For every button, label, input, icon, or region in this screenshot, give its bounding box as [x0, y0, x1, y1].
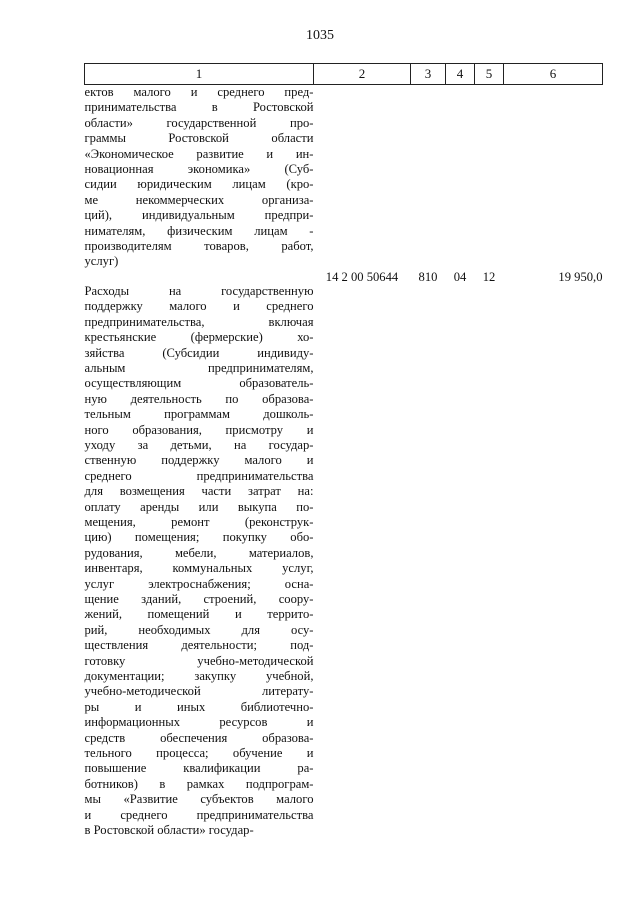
description-line: ры и иных библиотечно-	[84, 699, 314, 714]
amount-cell	[504, 85, 603, 270]
subsection-cell: 12	[482, 269, 496, 284]
column-header-1: 1	[85, 64, 314, 85]
amount-cell: 19 950,0	[558, 269, 603, 284]
description-line: тельным программам дошколь-	[84, 407, 314, 422]
description-line: услуг)	[84, 254, 119, 269]
budget-table	[84, 63, 603, 839]
page-number: 1035	[306, 28, 334, 43]
description-line: повышение квалификации ра-	[84, 761, 314, 776]
description-line: предпринимательства, включая	[84, 314, 314, 329]
description-line: области» государственной про-	[84, 115, 314, 130]
description-line: документации; закупку учебной,	[84, 669, 314, 684]
description-line: для возмещения части затрат на:	[84, 484, 314, 499]
description-line: средств обеспечения образова-	[84, 730, 314, 745]
description-line: учебно-методической литерату-	[84, 684, 314, 699]
description-line: альным предпринимателям,	[84, 360, 314, 375]
section-cell: 04	[453, 269, 467, 284]
description-line: и среднего предпринимательства	[84, 807, 314, 822]
expense-type-cell: 810	[418, 269, 438, 284]
table-row	[85, 85, 603, 270]
column-header-3: 3	[411, 64, 446, 85]
column-header-2: 2	[314, 64, 411, 85]
description-line: нимателям, физическим лицам -	[84, 223, 314, 238]
description-line: сидии юридическим лицам (кро-	[84, 177, 314, 192]
description-line: информационных ресурсов и	[84, 715, 314, 730]
description-line: рудования, мебели, материалов,	[84, 545, 314, 560]
subsection-cell	[475, 85, 504, 270]
description-line: щение зданий, строений, соору-	[84, 592, 314, 606]
description-line: рий, необходимых для осу-	[84, 622, 314, 637]
description-line: поддержку малого и среднего	[84, 299, 314, 314]
description-line: ную деятельность по образова-	[84, 391, 314, 406]
description-line: ботников) в рамках подпрограм-	[84, 776, 314, 791]
description-line: Расходы на государственную	[84, 283, 314, 298]
description-line: цию) помещения; покупку обо-	[84, 530, 314, 545]
description-line: ме некоммерческих организа-	[84, 192, 314, 207]
description-line: тельного процесса; обучение и	[84, 746, 314, 761]
description-line: «Экономическое развитие и ин-	[84, 146, 314, 161]
target-code-cell: 14 2 00 50644	[325, 269, 399, 284]
description-line: зяйства (Субсидии индивиду-	[84, 345, 314, 360]
description-line: жений, помещений и террито-	[84, 607, 314, 622]
description-line: ственную поддержку малого и	[84, 453, 314, 468]
section-cell	[446, 85, 475, 270]
description-line: ного образования, присмотру и	[84, 422, 314, 437]
column-header-4: 4	[446, 64, 475, 85]
header-row	[85, 64, 603, 85]
description-line: ектов малого и среднего пред-	[84, 85, 314, 99]
row-description	[85, 270, 314, 839]
description-line: принимательства в Ростовской	[84, 100, 314, 115]
description-line: новационная экономика» (Суб-	[84, 162, 314, 177]
description-line: оплату аренды или выкупа по-	[84, 499, 314, 514]
description-line: услуг электроснабжения; осна-	[84, 576, 314, 591]
description-line: мещения, ремонт (реконструк-	[84, 514, 314, 529]
description-line: производителям товаров, работ,	[84, 239, 314, 254]
expense-type-cell	[411, 85, 446, 270]
column-header-5: 5	[475, 64, 504, 85]
description-line: инвентаря, коммунальных услуг,	[84, 561, 314, 576]
description-line: среднего предпринимательства	[84, 468, 314, 483]
description-line: ществления деятельности; под-	[84, 638, 314, 653]
description-line: готовку учебно-методической	[84, 653, 314, 668]
description-line: мы «Развитие субъектов малого	[84, 792, 314, 807]
column-header-6: 6	[504, 64, 603, 85]
description-line: в Ростовской области» государ-	[84, 823, 254, 838]
description-line: уходу за детьми, на государ-	[84, 437, 314, 452]
description-line: ций), индивидуальным предпри-	[84, 208, 314, 223]
target-code-cell	[314, 85, 411, 270]
row-description	[85, 85, 314, 270]
table-row	[85, 270, 603, 839]
description-line: крестьянские (фермерские) хо-	[84, 330, 314, 345]
description-line: граммы Ростовской области	[84, 131, 314, 146]
description-line: осуществляющим образователь-	[84, 376, 314, 391]
